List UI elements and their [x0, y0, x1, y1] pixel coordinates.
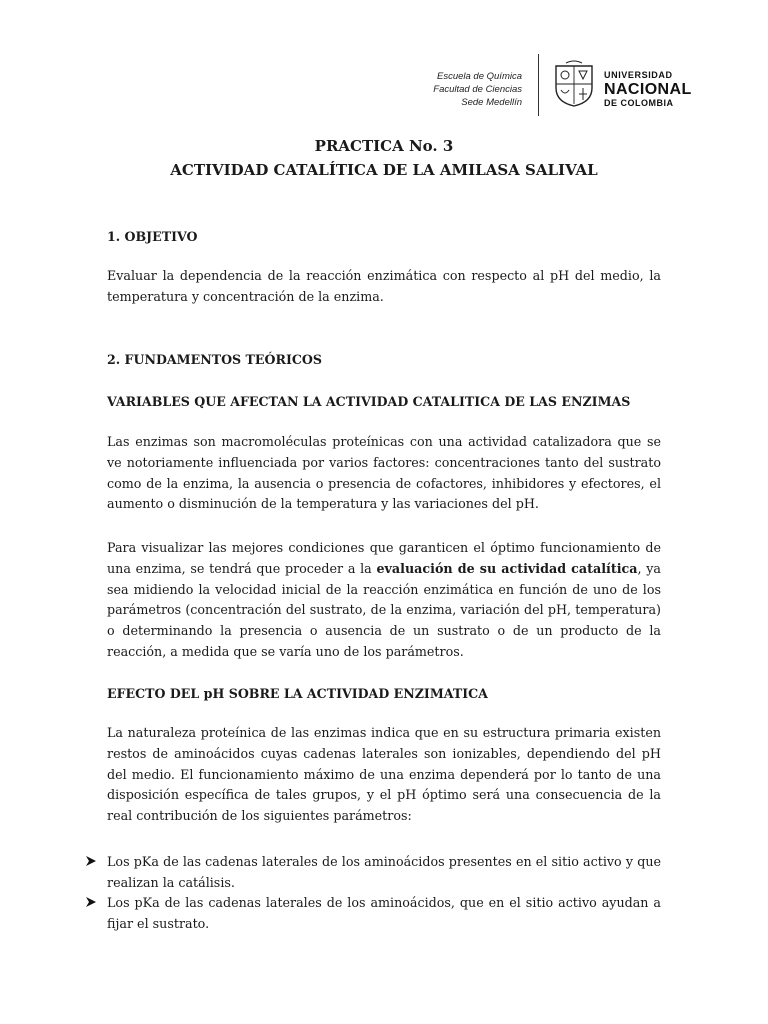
bullet-text: Los pKa de las cadenas laterales de los aminoácidos presentes en el sitio activo y que realizan la catálisis.	[107, 854, 661, 890]
visualization-bold-text: evaluación de su actividad catalítica	[376, 560, 638, 576]
practice-number-title: PRACTICA No. 3	[314, 137, 454, 155]
faculty-line: Facultad de Ciencias	[433, 84, 522, 95]
university-line2: NACIONAL	[604, 81, 692, 98]
variables-paragraph: Las enzimas son macromoléculas proteínicas con una actividad catalizadora que se ve notoriamente influenciada por varios factores: concentraciones tanto del sustrato como de la enzima, la ausencia o presencia de cofactores, inhibidores y efectores, el aumento o disminución de la temperatura y las variaciones del pH.	[107, 434, 661, 512]
school-line: Escuela de Química	[436, 71, 522, 82]
arrow-bullet-icon	[84, 895, 98, 909]
practice-main-title: ACTIVIDAD CATALÍTICA DE LA AMILASA SALIVAL	[170, 161, 598, 179]
visualization-text-start: Para visualizar las mejores condiciones que garanticen el óptimo funcionamiento de una enzima, se tendrá que proceder a la	[107, 540, 661, 576]
objective-heading: 1. OBJETIVO	[107, 229, 198, 244]
header-divider	[538, 54, 539, 116]
university-seal-icon	[552, 60, 596, 108]
campus-line: Sede Medellín	[461, 97, 522, 108]
arrow-bullet-icon	[84, 854, 98, 868]
visualization-text-end: , ya sea midiendo la velocidad inicial de la reacción enzimática en función de uno de los parámetros (concentración del sustrato, de la enzima, variación del pH, temperatura) o determinando la presencia o ausencia de un sustrato o de un producto de la reacción, a medida que se varía uno de los parámetros.	[107, 560, 661, 659]
university-line3: DE COLOMBIA	[604, 98, 674, 108]
ph-effect-subheading: EFECTO DEL pH SOBRE LA ACTIVIDAD ENZIMATICA	[107, 686, 488, 701]
school-block	[400, 70, 522, 109]
objective-paragraph: Evaluar la dependencia de la reacción enzimática con respecto al pH del medio, la temperatura y concentración de la enzima.	[107, 268, 661, 304]
ph-effect-paragraph: La naturaleza proteínica de las enzimas indica que en su estructura primaria existen restos de aminoácidos cuyas cadenas laterales son ionizables, dependiendo del pH del medio. El funcionamiento máximo de una enzima dependerá por lo tanto de una disposición específica de tales grupos, y el pH óptimo será una consecuencia de la real contribución de los siguientes parámetros:	[107, 725, 661, 824]
university-line1: UNIVERSIDAD	[604, 70, 673, 80]
theory-heading: 2. FUNDAMENTOS TEÓRICOS	[107, 352, 322, 367]
university-logo-text	[604, 70, 704, 109]
visualization-paragraph	[107, 538, 661, 663]
variables-subheading: VARIABLES QUE AFECTAN LA ACTIVIDAD CATALITICA DE LAS ENZIMAS	[107, 394, 631, 409]
bullet-text: Los pKa de las cadenas laterales de los aminoácidos, que en el sitio activo ayudan a fijar el sustrato.	[107, 895, 661, 931]
